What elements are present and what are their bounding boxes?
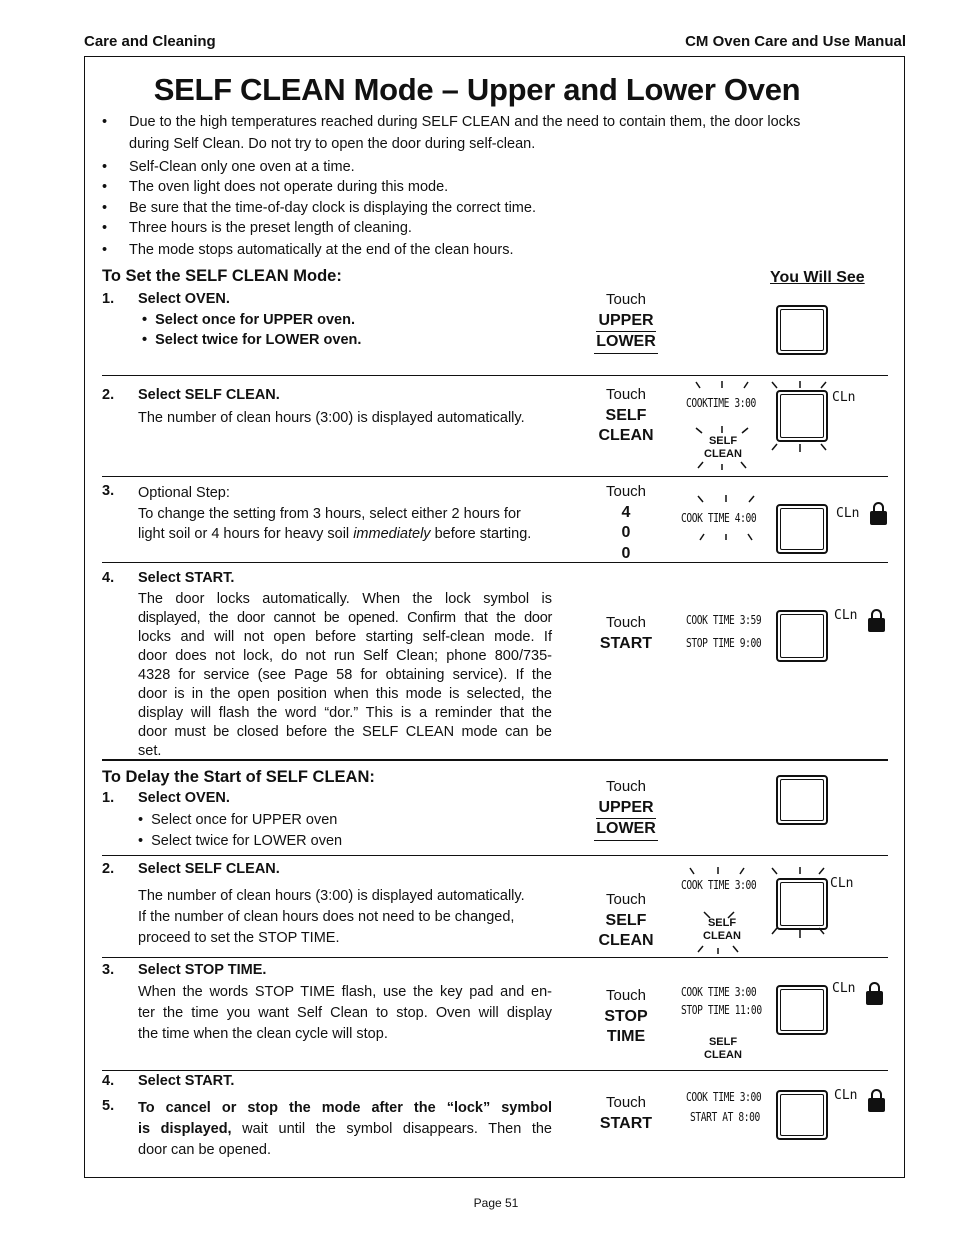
step-text: The number of clean hours (3:00) is displayed automatically. bbox=[138, 410, 525, 426]
lock-icon bbox=[868, 1098, 885, 1112]
cln-indicator: CLn bbox=[836, 506, 860, 521]
display-window bbox=[776, 878, 828, 930]
step-text-block: To cancel or stop the mode after the “lock” symbol is displayed, wait until the symbol disappears. Then the door can be opened. bbox=[138, 1100, 552, 1158]
lcd-readout: COOK TIME 3:00 bbox=[681, 985, 757, 999]
touch-instruction: Touch UPPER LOWER bbox=[586, 290, 666, 354]
header-manual-title: CM Oven Care and Use Manual bbox=[685, 33, 906, 50]
step-title: Select SELF CLEAN. bbox=[138, 861, 280, 877]
cln-indicator: CLn bbox=[832, 390, 856, 405]
step-number: 4. bbox=[102, 570, 115, 586]
section-heading: To Delay the Start of SELF CLEAN: bbox=[102, 768, 375, 786]
lower-key[interactable]: LOWER bbox=[594, 819, 658, 841]
display-window bbox=[776, 305, 828, 355]
upper-key[interactable]: UPPER bbox=[596, 798, 655, 820]
cln-indicator: CLn bbox=[830, 876, 854, 891]
step-text-block: When the words STOP TIME flash, use the key pad and en- ter the time you want Self Clean to stop. Oven will display the time when the clean cycle will stop. bbox=[138, 984, 552, 1042]
lcd-readout: COOK TIME 3:00 bbox=[681, 878, 757, 892]
self-clean-label: SELF CLEAN bbox=[704, 435, 742, 460]
step-number: 2. bbox=[102, 387, 115, 403]
step-number: 5. bbox=[102, 1098, 115, 1114]
touch-instruction: Touch 4 0 0 bbox=[586, 482, 666, 564]
step-title: Select OVEN. bbox=[138, 790, 230, 806]
self-clean-key[interactable]: SELF CLEAN bbox=[598, 406, 654, 444]
touch-instruction: Touch START bbox=[586, 1093, 666, 1134]
step-number: 4. bbox=[102, 1073, 115, 1089]
step-sub-item: • Select twice for LOWER oven. bbox=[142, 332, 362, 348]
step-text: To change the setting from 3 hours, select either 2 hours for bbox=[138, 506, 521, 522]
bullet-text: The mode stops automatically at the end of the clean hours. bbox=[129, 242, 514, 258]
section-heading: To Set the SELF CLEAN Mode: bbox=[102, 267, 342, 285]
divider bbox=[102, 375, 888, 376]
step-number: 3. bbox=[102, 962, 115, 978]
cln-indicator: CLn bbox=[832, 981, 856, 996]
lower-key[interactable]: LOWER bbox=[594, 332, 658, 354]
touch-instruction: Touch START bbox=[586, 613, 666, 654]
you-will-see-heading: You Will See bbox=[770, 269, 865, 286]
step-title: Select START. bbox=[138, 1073, 235, 1089]
bullet-text: Three hours is the preset length of cleaning. bbox=[129, 220, 412, 236]
lock-icon bbox=[866, 991, 883, 1005]
lcd-readout: COOK TIME 4:00 bbox=[681, 511, 757, 525]
self-clean-label: SELF CLEAN bbox=[704, 1036, 742, 1061]
start-key[interactable]: START bbox=[599, 1114, 653, 1132]
step-number: 1. bbox=[102, 291, 115, 307]
step-sub-item: • Select once for UPPER oven. bbox=[142, 312, 355, 328]
start-key[interactable]: START bbox=[599, 634, 653, 652]
bullet-text: Self-Clean only one oven at a time. bbox=[129, 159, 355, 175]
self-clean-label: SELF CLEAN bbox=[703, 917, 741, 942]
step-title: Select OVEN. bbox=[138, 291, 230, 307]
step-title: Optional Step: bbox=[138, 485, 230, 501]
divider bbox=[102, 1070, 888, 1071]
self-clean-key[interactable]: SELF CLEAN bbox=[598, 911, 654, 949]
step-title: Select SELF CLEAN. bbox=[138, 387, 280, 403]
lock-icon bbox=[870, 511, 887, 525]
step-sub-item: • Select twice for LOWER oven bbox=[138, 833, 343, 849]
display-window bbox=[776, 610, 828, 662]
step-sub-item: • Select once for UPPER oven bbox=[138, 812, 338, 828]
step-number: 3. bbox=[102, 483, 115, 499]
page-title: SELF CLEAN Mode – Upper and Lower Oven bbox=[153, 72, 801, 107]
display-window bbox=[776, 390, 828, 442]
header-section: Care and Cleaning bbox=[84, 33, 216, 50]
bullet-text: Due to the high temperatures reached during SELF CLEAN and the need to contain them, the door locks bbox=[129, 114, 801, 130]
stop-time-key[interactable]: STOP TIME bbox=[604, 1007, 648, 1045]
step-text-block: The door locks automatically. When the lock symbol is displayed, the door cannot be opened. Confirm that the door locks and will not open before starting self-clean mode. If door does not lock, do not run Self Clean; phone 800/735- 4328 for service (see Page 58 for obtaining service). If the door is in the open position when this mode is selected, the display will flash the word “dor.” This is a reminder that the door must be closed before the SELF CLEAN mode can be set. bbox=[138, 591, 552, 759]
touch-instruction: Touch SELF CLEAN bbox=[586, 890, 666, 952]
touch-instruction: Touch SELF CLEAN bbox=[586, 385, 666, 447]
cln-indicator: CLn bbox=[834, 1088, 858, 1103]
step-text: The number of clean hours (3:00) is displayed automatically. bbox=[138, 888, 525, 904]
step-number: 2. bbox=[102, 861, 115, 877]
lcd-readout: START AT 8:00 bbox=[690, 1110, 760, 1124]
touch-instruction: Touch UPPER LOWER bbox=[586, 777, 666, 841]
lcd-readout: STOP TIME 9:00 bbox=[686, 636, 762, 650]
divider bbox=[102, 562, 888, 563]
touch-instruction: Touch STOP TIME bbox=[586, 986, 666, 1048]
step-number: 1. bbox=[102, 790, 115, 806]
bullet-text: Be sure that the time-of-day clock is displaying the correct time. bbox=[129, 200, 536, 216]
divider bbox=[102, 476, 888, 477]
divider bbox=[102, 957, 888, 958]
lcd-readout: COOKTIME 3:00 bbox=[686, 396, 756, 410]
step-title: Select STOP TIME. bbox=[138, 962, 267, 978]
bullet-text: during Self Clean. Do not try to open the door during self-clean. bbox=[129, 136, 536, 152]
display-window bbox=[776, 775, 828, 825]
lcd-readout: COOK TIME 3:00 bbox=[686, 1090, 762, 1104]
upper-key[interactable]: UPPER bbox=[596, 311, 655, 333]
key-4[interactable]: 4 bbox=[621, 503, 631, 521]
key-0[interactable]: 0 bbox=[621, 544, 631, 562]
section-divider bbox=[102, 759, 888, 761]
step-text: light soil or 4 hours for heavy soil immediately before starting. bbox=[138, 526, 532, 542]
lcd-readout: COOK TIME 3:59 bbox=[686, 613, 762, 627]
divider bbox=[102, 855, 888, 856]
lock-icon bbox=[868, 618, 885, 632]
display-window bbox=[776, 985, 828, 1035]
display-window bbox=[776, 504, 828, 554]
cln-indicator: CLn bbox=[834, 608, 858, 623]
step-text: If the number of clean hours does not need to be changed, bbox=[138, 909, 515, 925]
lcd-readout: STOP TIME 11:00 bbox=[681, 1003, 762, 1017]
display-window bbox=[776, 1090, 828, 1140]
bullet-text: The oven light does not operate during this mode. bbox=[129, 179, 449, 195]
key-0[interactable]: 0 bbox=[621, 524, 631, 541]
page-number: Page 51 bbox=[473, 1196, 519, 1210]
step-title: Select START. bbox=[138, 570, 235, 586]
step-text: proceed to set the STOP TIME. bbox=[138, 930, 340, 946]
